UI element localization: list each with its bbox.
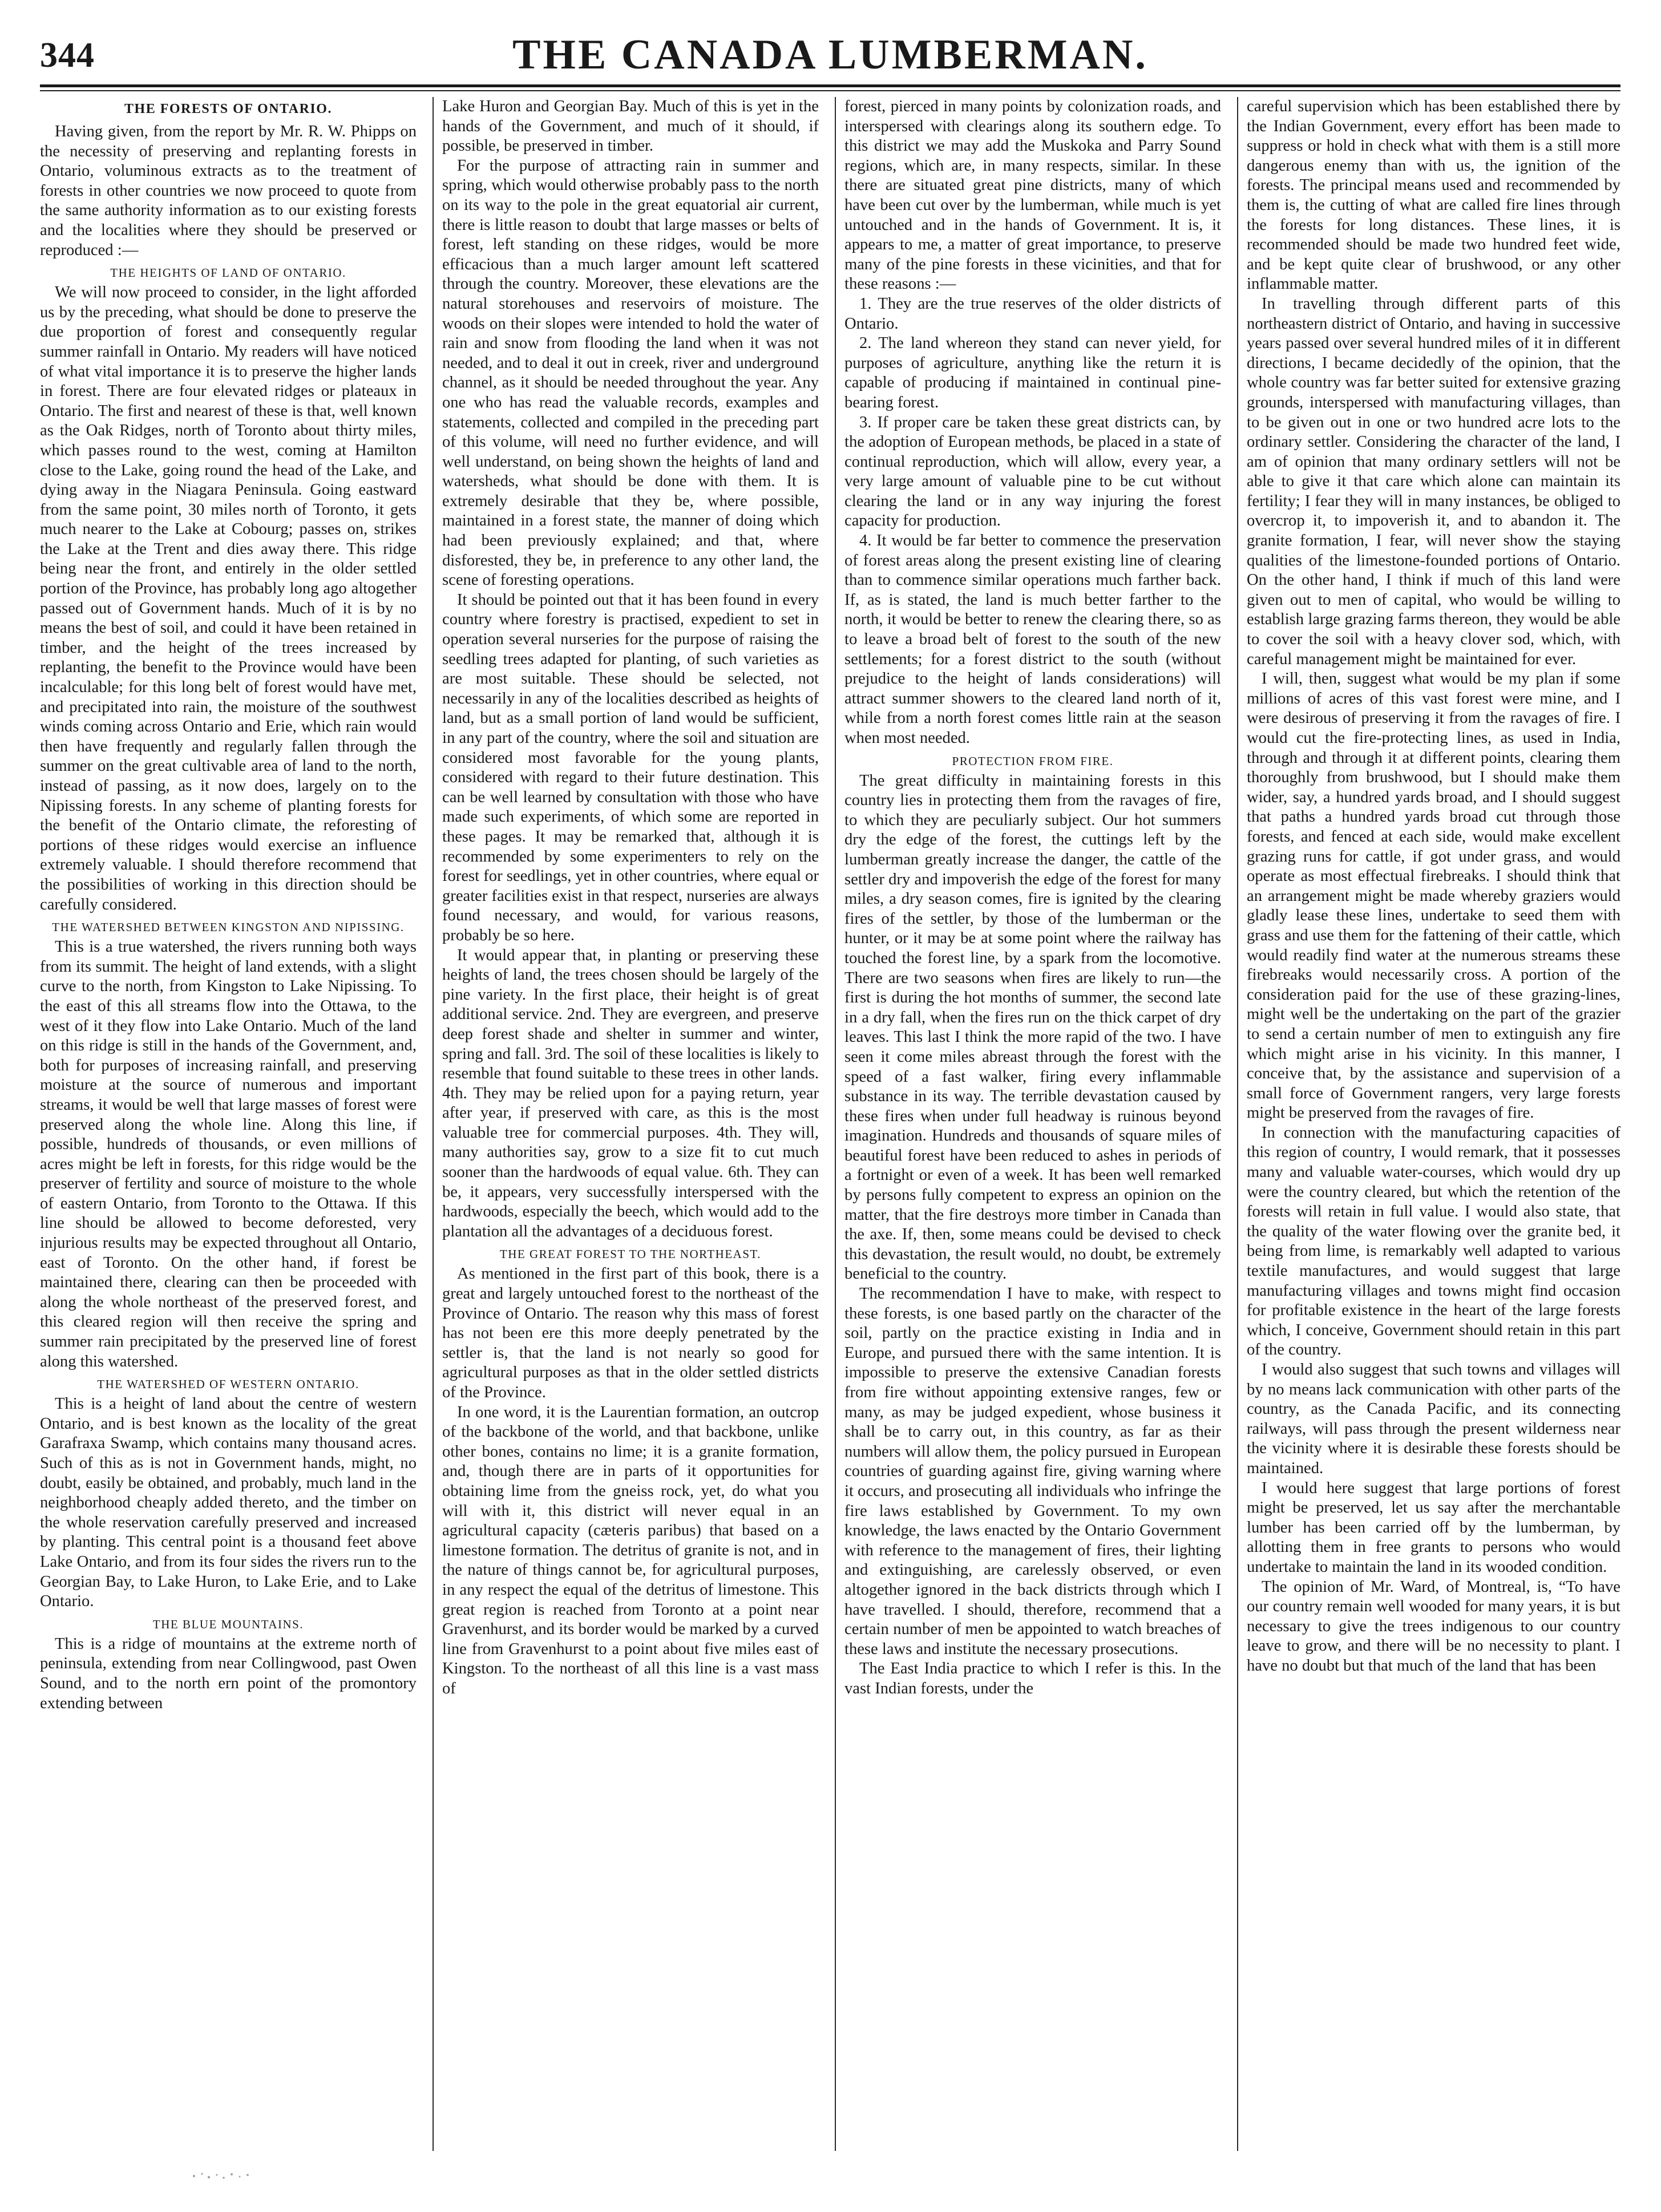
paragraph: As mentioned in the first part of this book, there is a great and largely untouched forest to the northeast of the Province of Ontario. The reason why this mass of forest has not been ere this more deeply penetrated by the settler is, that the land is not nearly so good for agricultural purposes as that in the older settled districts of the Province.	[442, 1265, 819, 1401]
paragraph: The East India practice to which I refer is this. In the vast Indian forests, under the	[844, 1660, 1221, 1697]
header-rule-thick	[40, 84, 1620, 87]
article-columns	[40, 97, 1620, 2162]
journal-title: THE CANADA LUMBERMAN.	[512, 31, 1148, 78]
column-divider	[1237, 97, 1238, 2151]
print-smudge	[188, 2168, 257, 2184]
paragraph: careful supervision which has been established there by the Indian Government, every effort has been made to suppress or hold in check what with them is a still more dangerous enemy than with us, the ignition of the forests. The principal means used and recommended by them is, the cutting of what are called fire lines through the forests for long distances. These lines, it is recommended should be made two hundred feet wide, and be kept quite clear of brushwood, or any other inflammable matter.	[1247, 98, 1620, 293]
paragraph: The recommendation I have to make, with respect to these forests, is one based partly on the character of the soil, partly on the practice existing in India and in Europe, and pursued there with the same intention. It is impossible to preserve the extensive Canadian forests from fire without appointing extensive ranges, few or many, as may be judged expedient, whose business it shall be to carry out, in this country, as far as their numbers will allow them, the policy pursued in European countries of guarding against fire, giving warning where it occurs, and prosecuting all individuals who infringe the fire laws established by Government. To my own knowledge, the laws enacted by the Ontario Government with reference to the management of fires, their lighting and extinguishing, are carelessly observed, or even altogether ignored in the back districts through which I have travelled. I should, therefore, recommend that a certain number of men be appointed to watch breaches of these laws and institute the necessary prosecutions.	[844, 1285, 1221, 1658]
paragraph: I would also suggest that such towns and villages will by no means lack communication with other parts of the country, as the Canada Pacific, and its connecting railways, will pass through the present wilderness near the vicinity where it is desirable these forests should be maintained.	[1247, 1361, 1620, 1477]
paragraph: This is a true watershed, the rivers running both ways from its summit. The height of land extends, with a slight curve to the north, from Kingston to Lake Nipissing. To the east of this all streams flow into the Ottawa, to the west of it they flow into Lake Ontario. Much of the land on this ridge is still in the hands of the Government, and, both for purposes of increasing rainfall, and preserving moisture at the source of numerous and important streams, it would be well that large masses of forest were preserved along the whole line. Along this line, if possible, hundreds of thousands, or even millions of acres might be left in forests, for this ridge would be the preserver of fertility and source of moisture to the whole of eastern Ontario, from Toronto to the Ottawa. If this line should be allowed to become deforested, very injurious results may be expected throughout all Ontario, east of Toronto. On the other hand, if forest be maintained there, clearing can then be proceeded with along the whole northeast of the preserved forest, and this cleared region will then receive the spring and summer rain precipitated by the preserved line of forest along this watershed.	[40, 938, 417, 1370]
masthead	[40, 23, 1620, 86]
list-item: 1. They are the true reserves of the older districts of Ontario.	[844, 294, 1221, 333]
paragraph: Lake Huron and Georgian Bay. Much of this is yet in the hands of the Government, and much of it should, if possible, be preserved in timber.	[442, 98, 819, 155]
page-number: 344	[40, 36, 95, 75]
section-heading: THE BLUE MOUNTAINS.	[152, 1617, 304, 1631]
list-item: 2. The land whereon they stand can never yield, for purposes of agriculture, anything like the return it is capable of producing if maintained in continual pine-bearing forest.	[844, 334, 1221, 411]
paragraph: It should be pointed out that it has been found in every country where forestry is practised, expedient to set in operation several nurseries for the purpose of raising the seedling trees adapted for planting, of such varieties as are most suitable. These should be selected, not necessarily in any of the localities described as heights of land, but as a small portion of land would be sufficient, in any part of the country, where the soil and situation are considered most favorable for the young plants, considered with regard to their future destination. This can be well learned by consultation with those who have made such experiments, of which some are reported in these pages. It may be remarked that, although it is recommended by some experimenters to rely on the forest for seedlings, yet in other countries, where equal or greater facilities exist in that respect, nurseries are always found necessary, and would, for various reasons, probably be so here.	[442, 591, 819, 944]
list-item: 3. If proper care be taken these great districts can, by the adoption of European methods, be placed in a state of continual reproduction, which will allow, every year, a very large amount of valuable pine to be cut without clearing the land or in any way injuring the forest capacity for production.	[844, 413, 1221, 530]
paragraph: For the purpose of attracting rain in summer and spring, which would otherwise probably pass to the north on its way to the pole in the great equatorial air current, there is little reason to doubt that large masses or belts of forest, left standing on these ridges, would be more efficacious than a much larger amount left scattered through the country. Moreover, these elevations are the natural storehouses and reservoirs of moisture. The woods on their slopes were intended to hold the water of rain and snow from flooding the land when it was not needed, and to deal it out in creek, river and underground channel, as it should be needed throughout the year. Any one who has read the valuable records, examples and statements, collected and compiled in the preceding part of this volume, will need no further evidence, and will well understand, on being shown the heights of land and watersheds, what should be done with them. It is extremely desirable that they be, where possible, maintained in a forest state, the manner of doing which had been previously explained; and that, where disforested, they be, in preference to any other land, the scene of foresting operations.	[442, 156, 819, 589]
paragraph: In connection with the manufacturing capacities of this region of country, I would remark, that it possesses many and valuable water-courses, which would dry up were the country cleared, but which the retention of the forests will retain in full value. I would also state, that the quality of the water flowing over the granite bed, it being from lime, is remarkably well adapted to various textile manufactures, and would suggest that large manufacturing villages and towns might find occasion for profitable existence in the heart of the large forests which, I conceive, Government should retain in this part of the country.	[1247, 1123, 1620, 1359]
column-divider	[835, 97, 836, 2151]
column-3	[844, 97, 1221, 2151]
header-rule-thin	[40, 90, 1620, 91]
column-2	[442, 97, 819, 2151]
section-heading: PROTECTION FROM FIRE.	[952, 754, 1114, 768]
paragraph: We will now proceed to consider, in the light afforded us by the preceding, what should be done to preserve the due proportion of forest and consequently regular summer rainfall in Ontario. My readers will have noticed of what vital importance it is to preserve the higher lands in forest. There are four elevated ridges or plateaux in Ontario. The first and nearest of these is that, well known as the Oak Ridges, north of Toronto about thirty miles, which passes round to the west, coming at Hamilton close to the Lake, going round the head of the Lake, and dying away in the Niagara Peninsula. Going eastward from the same point, 30 miles north of Toronto, it gets much nearer to the Lake at Cobourg; passes on, strikes the Lake at the Trent and dies away there. This ridge being near the front, and entirely in the older settled portion of the Province, has probably long ago altogether passed out of Government hands. Much of it is by no means the best of soil, and could it have been retained in timber, and the height of the trees increased by replanting, the benefit to the Province would have been incalculable; for this long belt of forest would have met, and precipitated into rain, the moisture of the southwest winds coming across Ontario and Erie, which rain would then have frequently and regularly fallen through the summer on the great cultivable area of land to the north, instead of passing, as it now does, largely on to the Nipissing forests. In any scheme of planting forests for the benefit of the Ontario climate, the reforesting of portions of these ridges would exercise an influence extremely valuable. I should therefore recommend that the possibilities of working in this direction should be carefully considered.	[40, 284, 417, 913]
paragraph: It would appear that, in planting or preserving these heights of land, the trees chosen should be largely of the pine variety. In the first place, their height is of great additional service. 2nd. They are evergreen, and preserve deep forest shade and shelter in summer and winter, spring and fall. 3rd. The soil of these localities is likely to resemble that found suitable to these trees in other lands. 4th. They may be relied upon for a paying return, year after year, if preserved with care, as this is the most valuable tree for commercial purposes. 4th. They will, many authorities say, grow to a size fit to cut much sooner than the hardwoods of equal value. 6th. They can be, it appears, very successfully interspersed with the hardwoods, especially the beech, which would add to the plantation all the advantages of a deciduous forest.	[442, 946, 819, 1240]
paragraph: This is a height of land about the centre of western Ontario, and is best known as the locality of the great Garafraxa Swamp, which contains many thousand acres. Such of this as is not in Government hands, might, no doubt, easily be obtained, and probably, much land in the neighborhood cheaply added thereto, and the timber on the whole reservation carefully preserved and increased by planting. This central point is a thousand feet above Lake Ontario, and from its four sides the rivers run to the Georgian Bay, to Lake Huron, to Lake Erie, and to Lake Ontario.	[40, 1395, 417, 1611]
paragraph: In travelling through different parts of this northeastern district of Ontario, and having in successive years passed over several hundred miles of it in different directions, I became decidedly of the opinion, that the whole country was far better suited for extensive grazing grounds, interspersed with manufacturing villages, than to be given out in one or two hundred acre lots to the ordinary settler. Considering the character of the land, I am of opinion that many ordinary settlers will not be able to give it that care which alone can maintain its fertility; I fear they will in many instances, be obliged to overcrop it, to impoverish it, and to abandon it. The granite formation, I fear, will never show the staying qualities of the limestone-founded portions of Ontario. On the other hand, I think if much of this land were given out to men of capital, who would be willing to establish large grazing farms thereon, they would be able to cover the soil with a heavy clover sod, which, with careful management might be maintained for ever.	[1247, 294, 1620, 668]
column-4	[1247, 97, 1620, 2151]
paragraph: This is a ridge of mountains at the extreme north of peninsula, extending from near Collingwood, past Owen Sound, and to the north ern point of the promontory extending between	[40, 1635, 417, 1712]
paragraph: The opinion of Mr. Ward, of Montreal, is, “To have our country remain well wooded for many years, it is but necessary to give the trees indigenous to our country leave to grow, and there will be no necessity to plant. I have no doubt but that much of the land that has been	[1247, 1578, 1620, 1675]
paragraph: I would here suggest that large portions of forest might be preserved, let us say after the merchantable lumber has been carried off by the lumberman, by allotting them in free grants to persons who would undertake to maintain the land in its wooded condition.	[1247, 1479, 1620, 1576]
column-divider	[433, 97, 434, 2151]
column-1	[40, 97, 417, 2151]
paragraph: In one word, it is the Laurentian formation, an outcrop of the backbone of the world, and that backbone, unlike other bones, contains no lime; it is a granite formation, and, though there are in parts of it opportunities for obtaining lime from the gneiss rock, yet, do what you will with it, this district will never equal in an agricultural capacity (cæteris paribus) that based on a limestone formation. The detritus of granite is not, and in the nature of things cannot be, for agricultural purposes, in any respect the equal of the detritus of limestone. This great region is reached from Toronto at a point near Gravenhurst, and its border would be marked by a curved line from Gravenhurst to a point about five miles east of Kingston. To the northeast of all this line is a vast mass of	[442, 1403, 819, 1697]
paragraph: The great difficulty in maintaining forests in this country lies in protecting them from the ravages of fire, to which they are peculiarly subject. Our hot summers dry the edge of the forest, the cuttings left by the lumberman greatly increase the danger, the cattle of the settler dry and impoverish the edge of the forest for many miles, a dry season comes, fire is ignited by the clearing fires of the settler, by those of the lumberman or the hunter, or it may be at some point where the railway has touched the forest line, by a spark from the locomotive. There are two seasons when fires are likely to run—the first is during the hot months of summer, the second late in a dry fall, when the fires run on the thick carpet of dry leaves. This last I think the more rapid of the two. I have seen it come miles abreast through the forest with the speed of a fast walker, firing every inflammable substance in its way. The terrible devastation caused by these fires when under full headway is ruinous beyond imagination. Hundreds and thousands of square miles of beautiful forest have been reduced to ashes in periods of a fortnight or even of a week. It has been well remarked by persons fully competent to express an opinion on the matter, that the fire destroys more timber in Canada than the axe. If, then, some means could be devised to check this devastation, the result would, no doubt, be extremely beneficial to the country.	[844, 771, 1221, 1283]
paragraph: forest, pierced in many points by colonization roads, and interspersed with clearings along its southern edge. To this district we may add the Muskoka and Parry Sound regions, which are, in many respects, similar. In these there are situated great pine districts, many of which have been cut over by the lumberman, while much is yet untouched and in the hands of Government. It is, it appears to me, a matter of great importance, to preserve many of the pine forests in these vicinities, and that for these reasons :—	[844, 98, 1221, 293]
paragraph: Having given, from the report by Mr. R. W. Phipps on the necessity of preserving and replanting forests in Ontario, voluminous extracts as to the treatment of forests in other countries we now proceed to quote from the same authority information as to our existing forests and the localities where they should be preserved or reproduced :—	[40, 123, 417, 259]
list-item: 4. It would be far better to commence the preservation of forest areas along the present existing line of clearing than to commence similar operations much farther back. If, as is stated, the land is much better farther to the north, it would be better to renew the clearing there, so as to leave a broad belt of forest to the south of the new settlements; for a forest district to the south (without prejudice to the height of lands considerations) will attract summer showers to the cleared land north of it, while from a north forest comes little rain at the season when most needed.	[844, 532, 1221, 747]
section-heading: THE HEIGHTS OF LAND OF ONTARIO.	[110, 266, 346, 280]
section-heading: THE WATERSHED OF WESTERN ONTARIO.	[97, 1377, 359, 1392]
section-heading: THE GREAT FOREST TO THE NORTHEAST.	[499, 1247, 762, 1261]
article-title: THE FORESTS OF ONTARIO.	[124, 102, 332, 116]
numbered-list	[844, 294, 1221, 749]
section-heading: THE WATERSHED BETWEEN KINGSTON AND NIPISSING.	[52, 920, 405, 935]
paragraph: I will, then, suggest what would be my plan if some millions of acres of this vast forest were mine, and I were desirous of preserving it from the ravages of fire. I would cut the fire-protecting lines, as used in India, through and through it at different points, clearing them thoroughly from brushwood, but I should make them wider, say, a hundred yards broad, and I should suggest that paths a hundred yards broad cut through those forests, and fenced at each side, would make excellent grazing runs for cattle, if got under grass, and would operate as most effectual firebreaks. I should think that an arrangement might be made whereby graziers would gladly lease these lines, undertake to seed them with grass and use them for the fattening of their cattle, which would readily find water at the numerous streams these firebreaks would necessarily cross. A portion of the consideration paid for the use of these grazing-lines, might well be the undertaking on the part of the grazier to send a certain number of men to extinguish any fire which might arise in his vicinity. In this manner, I conceive that, by the assistance and supervision of a small force of Government rangers, very large forests might be preserved from the ravages of fire.	[1247, 670, 1620, 1122]
